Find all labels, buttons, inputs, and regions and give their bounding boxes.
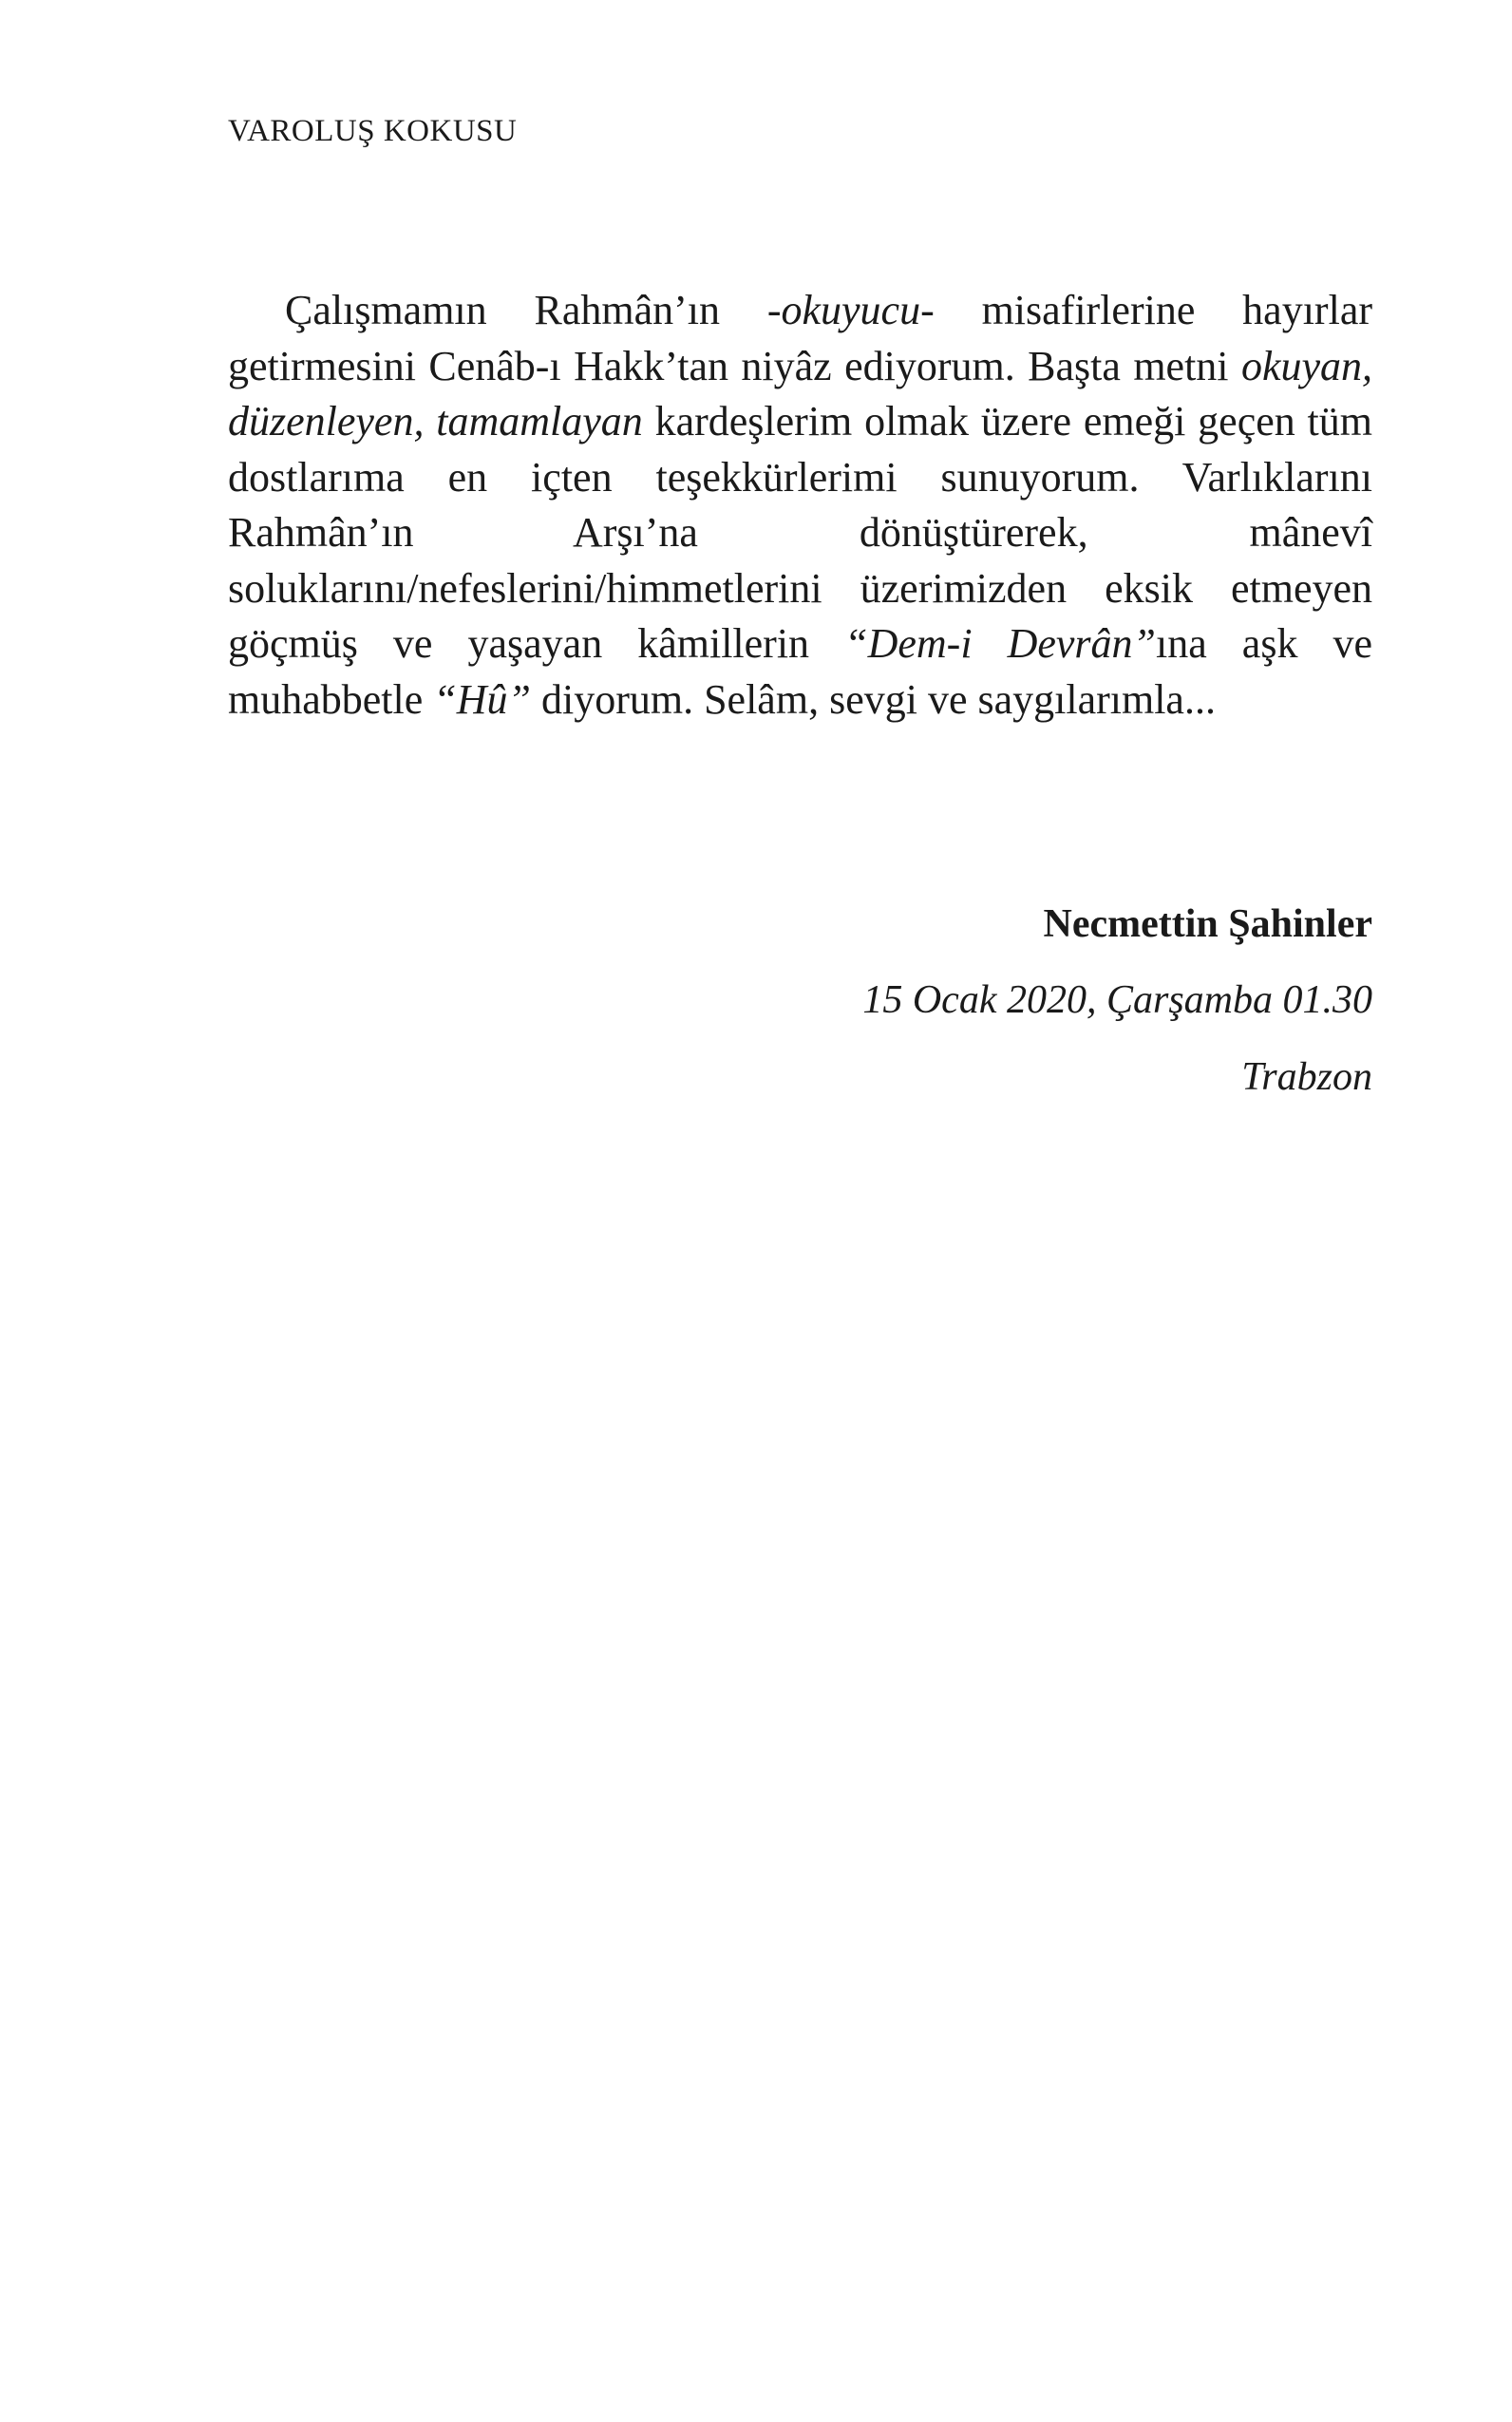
running-header: VAROLUŞ KOKUSU (228, 114, 518, 148)
text-segment: diyorum. Selâm, sevgi ve saygılarımla... (530, 675, 1216, 723)
italic-segment: “Dem-i Devrân” (844, 620, 1157, 667)
signature-place: Trabzon (1241, 1055, 1372, 1099)
author-name: Necmettin Şahinler (1043, 902, 1372, 946)
text-segment: ına aşk ve muhabbetle (228, 620, 1373, 723)
body-paragraph (228, 283, 1372, 728)
text-segment: kardeşlerim olmak üzere emeği geçen tüm dostlarıma en içten teşekkürlerimi sunuyorum. Varlıklarını Rahmân’ın Arşı’na dönüştürerek, mânevî soluklarını/nefeslerini/himmetlerini üzerimizden eksik etmeyen göçmüş ve yaşayan kâmillerin (228, 398, 1373, 667)
italic-segment: -okuyucu- (766, 287, 935, 333)
italic-segment: okuyan, düzenleyen, tamamlayan (228, 342, 1372, 445)
signature-date: 15 Ocak 2020, Çarşamba 01.30 (862, 978, 1372, 1022)
italic-segment: “Hû” (433, 675, 531, 723)
text-segment: Çalışmamın Rahmân’ın (285, 287, 767, 333)
text-segment: misafirlerine hayırlar getirmesini Cenâb-ı Hakk’tan niyâz ediyorum. Başta metni (228, 287, 1372, 389)
